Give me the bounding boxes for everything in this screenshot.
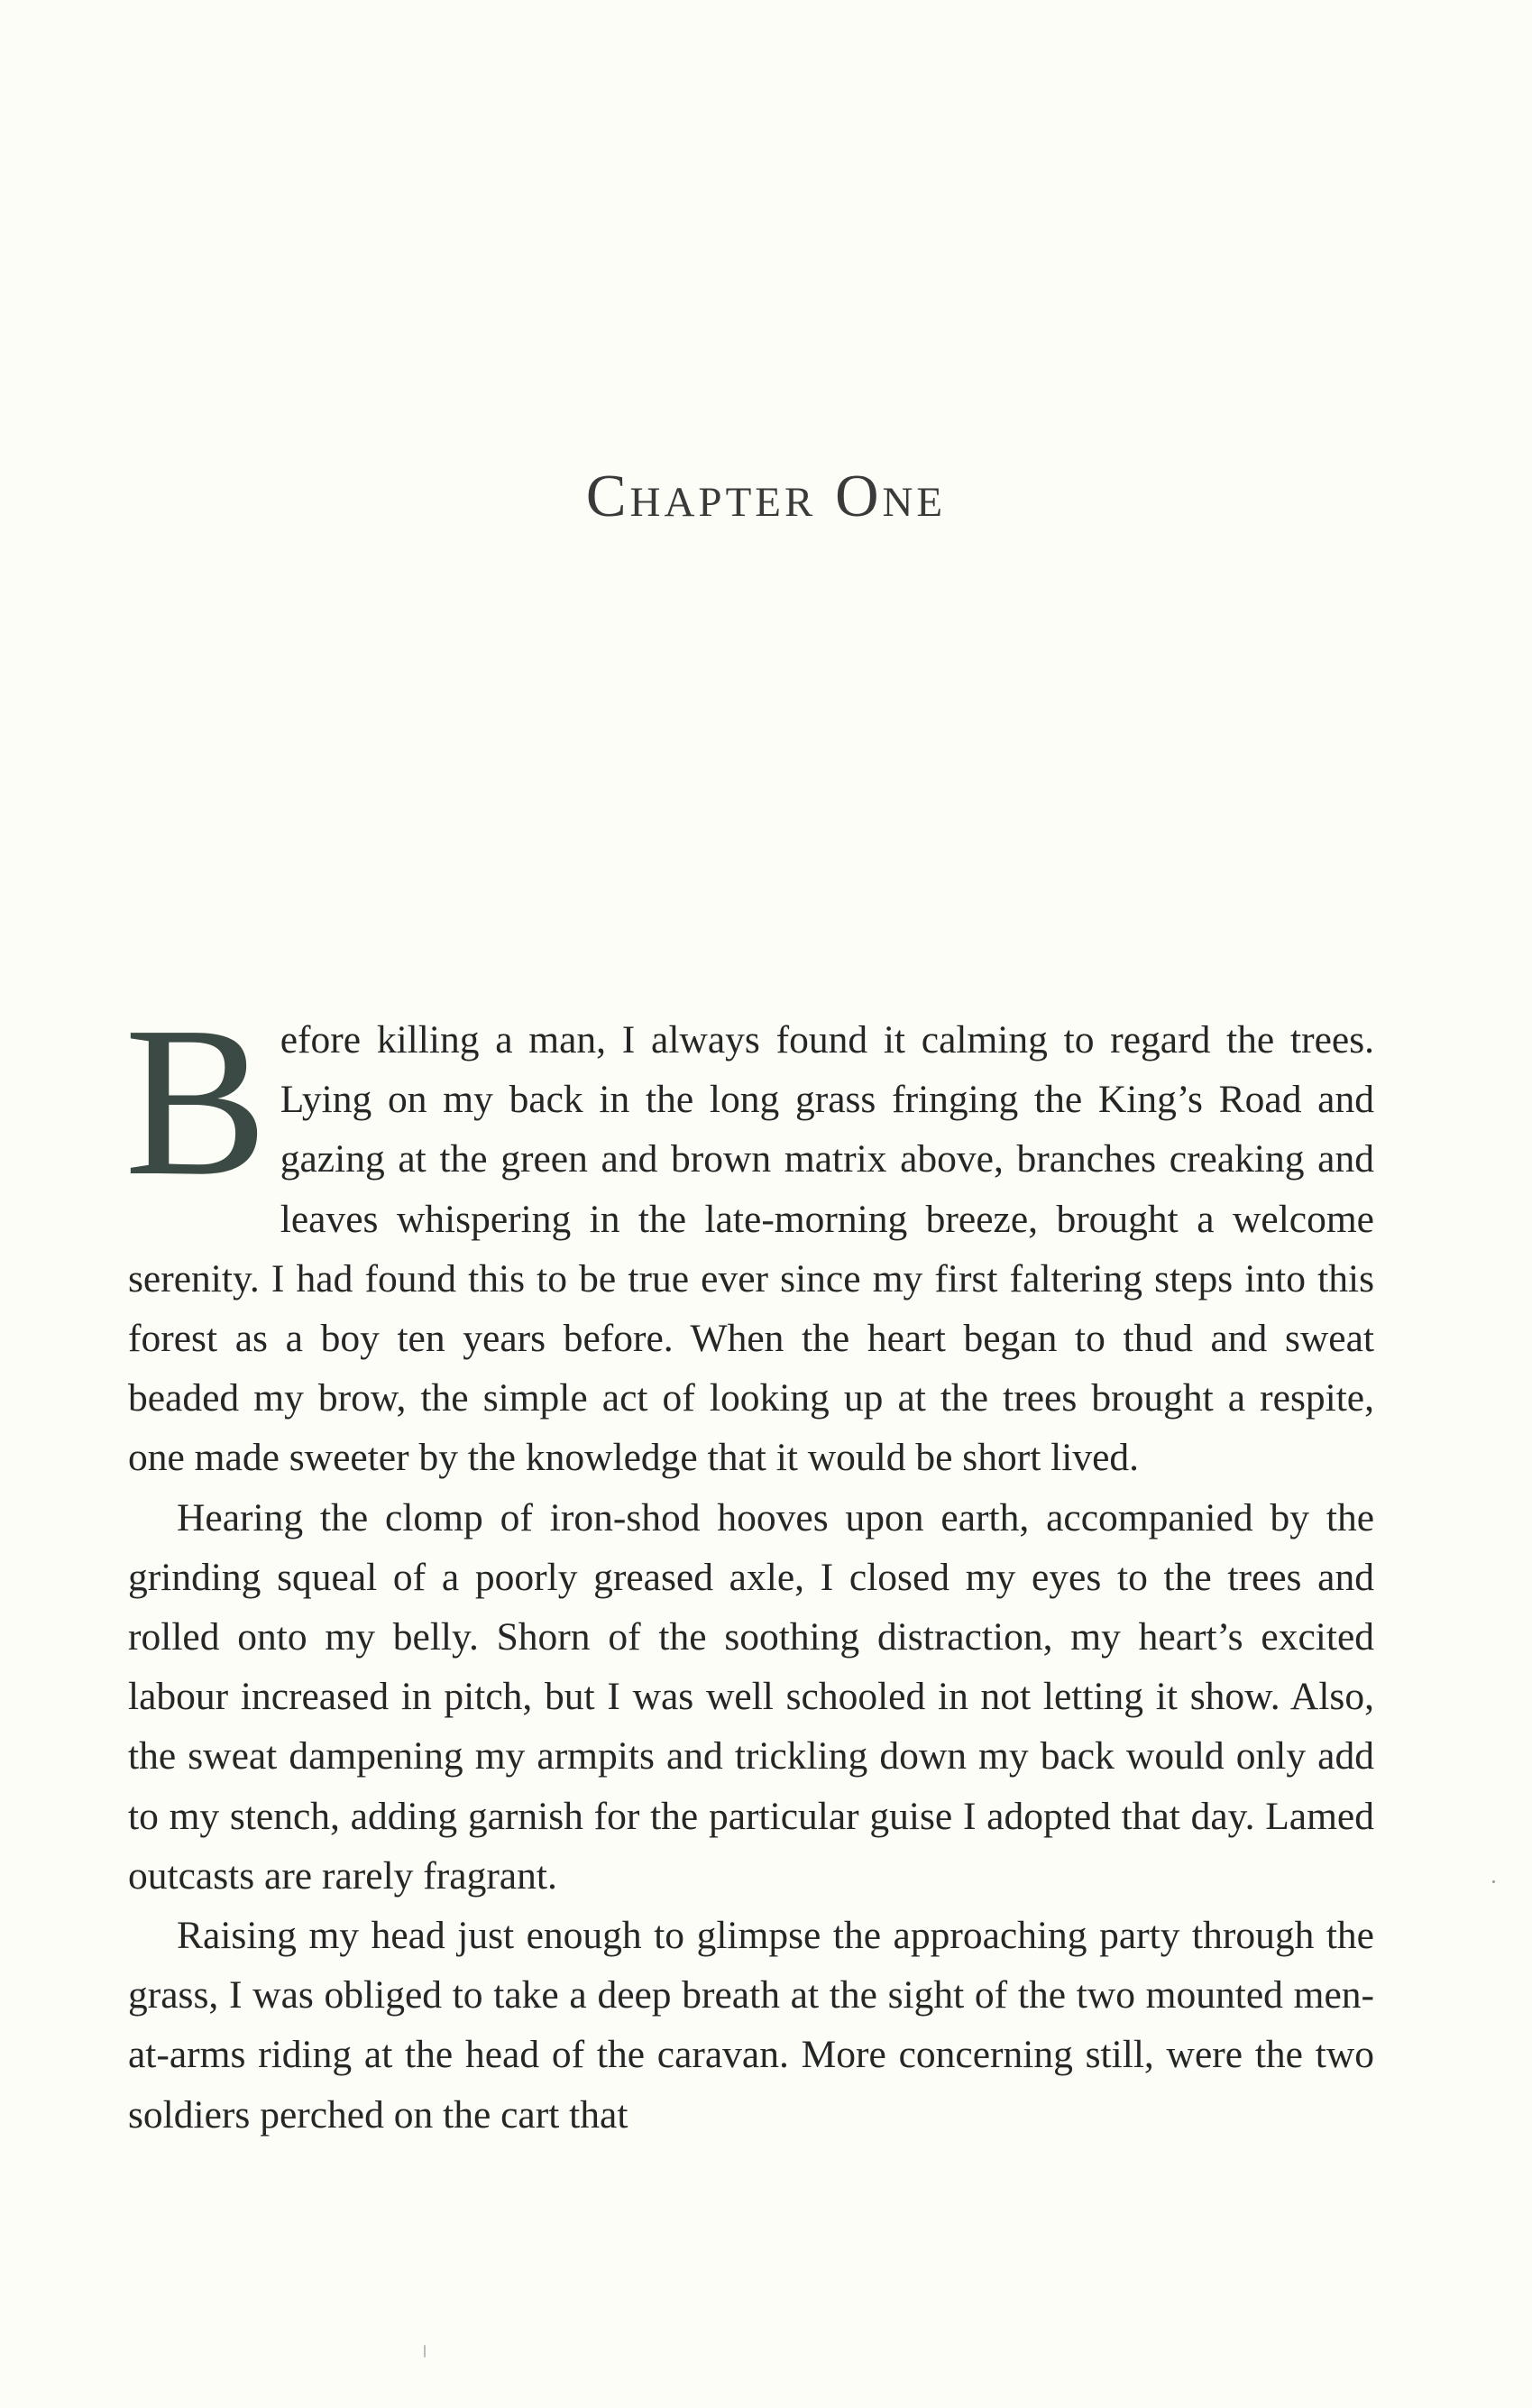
paragraph-2: Hearing the clomp of iron-shod hooves upon earth, accompanied by the grinding squeal of a poorly greased axle, I closed my eyes to the trees and rolled onto my belly. Shorn of the soothing distraction, my heart’s excited labour increased in pitch, but I was well schooled in not letting it show. Also, the sweat dampening my armpits and trickling down my back would only add to my stench, adding garnish for the particular guise I adopted that day. Lamed outcasts are rarely fragrant. <box>128 1495 1374 1898</box>
chapter-body <box>124 983 1374 2145</box>
paragraph-1-text: efore killing a man, I always found it calming to regard the trees. Lying on my back in the long grass fringing the King’s Road and gazing at the green and brown matrix above, branches creaking and leaves whispering in the late-morning breeze, brought a welcome serenity. I had found this to be true ever since my first faltering steps into this forest as a boy ten years before. When the heart began to thud and sweat beaded my brow, the simple act of looking up at the trees brought a respite, one made sweeter by the knowledge that it would be short lived. <box>128 1018 1374 1480</box>
scan-speck <box>424 2345 426 2357</box>
chapter-title: Chapter One <box>585 463 947 529</box>
paragraph-1 <box>124 983 1374 1488</box>
drop-cap: B <box>124 983 268 1220</box>
scan-speck <box>1492 1880 1495 1883</box>
paragraph-3: Raising my head just enough to glimpse the approaching party through the grass, I was obliged to take a deep breath at the sight of the two mounted men-at-arms riding at the head of the caravan. More concerning still, were the two soldiers perched on the cart that <box>128 1914 1374 2137</box>
